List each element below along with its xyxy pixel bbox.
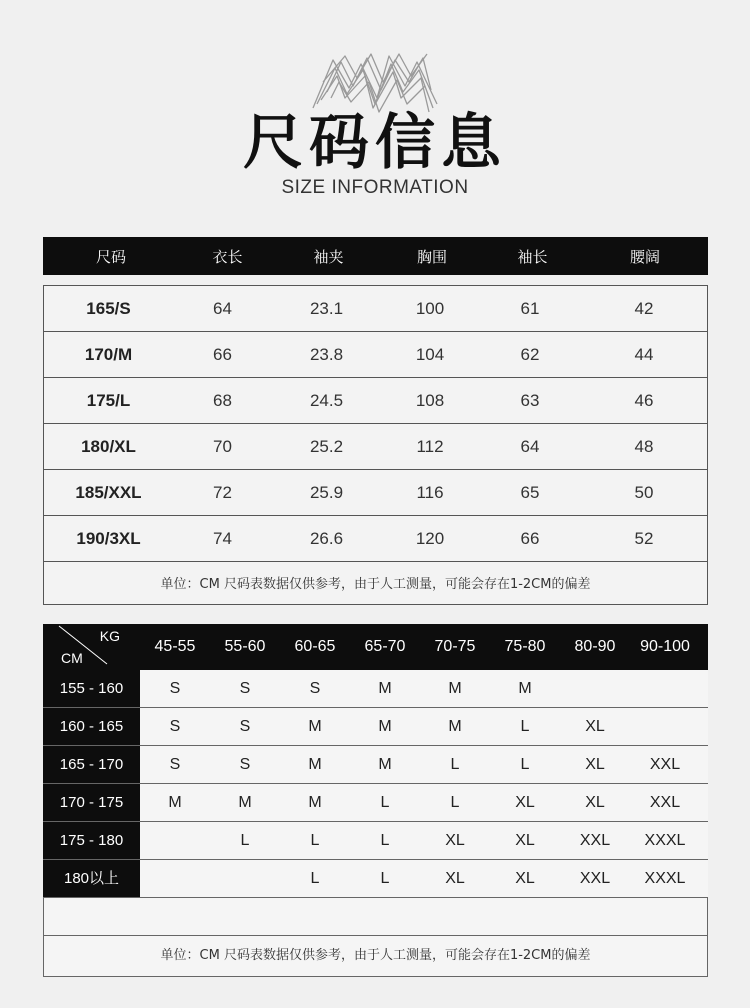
size-cell bbox=[140, 860, 210, 897]
size-cell: L bbox=[240, 832, 250, 849]
measure-cell: 26.6 bbox=[309, 528, 344, 548]
size-cell: XXL bbox=[649, 794, 681, 811]
size-cell: XXL bbox=[649, 756, 681, 773]
size-cell: L bbox=[380, 832, 390, 849]
weight-header: 45-55 bbox=[154, 638, 196, 655]
measure-cell: 74 bbox=[213, 528, 232, 548]
measure-cell: 48 bbox=[634, 436, 654, 456]
size-cell: M bbox=[308, 718, 322, 735]
size-cell bbox=[140, 822, 210, 859]
size-cell: S bbox=[169, 756, 181, 773]
size-cell: XXXL bbox=[644, 832, 686, 849]
size-label: 190/3XL bbox=[76, 528, 141, 548]
measure-cell: 65 bbox=[520, 482, 540, 502]
measure-cell: 24.5 bbox=[309, 390, 344, 410]
measure-cell: 52 bbox=[634, 528, 654, 548]
measure-cell: 25.9 bbox=[309, 482, 344, 502]
measure-cell: 64 bbox=[213, 298, 232, 318]
column-header: 腰阔 bbox=[629, 247, 660, 266]
weight-header: 70-75 bbox=[434, 638, 476, 655]
weight-header: 80-90 bbox=[574, 638, 616, 655]
measure-cell: 68 bbox=[213, 390, 232, 410]
size-cell: L bbox=[380, 794, 390, 811]
size-cell: M bbox=[378, 680, 392, 697]
size-cell: S bbox=[239, 718, 251, 735]
table-row bbox=[43, 708, 708, 746]
measure-cell: 66 bbox=[213, 344, 232, 364]
size-recommendation-table bbox=[43, 624, 708, 977]
size-cell: L bbox=[380, 870, 390, 887]
column-header: 胸围 bbox=[416, 247, 447, 266]
measure-cell: 62 bbox=[520, 344, 540, 364]
table-note: 单位：CM 尺码表数据仅供参考，由于人工测量，可能会存在1-2CM的偏差 bbox=[43, 936, 708, 977]
size-cell: XL bbox=[515, 794, 535, 811]
weight-header-row bbox=[43, 624, 708, 670]
height-label: 165 - 170 bbox=[43, 746, 140, 783]
table-row bbox=[44, 286, 707, 332]
weight-header: 55-60 bbox=[224, 638, 266, 655]
measure-cell: 63 bbox=[520, 390, 540, 410]
table-row bbox=[43, 784, 708, 822]
size-cell: XL bbox=[585, 718, 605, 735]
table-row bbox=[44, 470, 707, 516]
size-cell: S bbox=[169, 718, 181, 735]
size-cell: S bbox=[239, 756, 251, 773]
height-label: 155 - 160 bbox=[43, 670, 140, 707]
size-cell bbox=[630, 708, 700, 745]
measure-cell: 112 bbox=[416, 436, 444, 456]
measure-cell: 25.2 bbox=[309, 436, 344, 456]
table-note: 单位：CM 尺码表数据仅供参考，由于人工测量，可能会存在1-2CM的偏差 bbox=[160, 577, 591, 592]
size-cell: XXL bbox=[579, 870, 611, 887]
size-cell: XL bbox=[585, 756, 605, 773]
size-cell: L bbox=[310, 832, 320, 849]
size-cell: L bbox=[450, 756, 460, 773]
page-title: 尺码信息 bbox=[243, 108, 507, 178]
size-label: 180/XL bbox=[81, 436, 136, 456]
measure-cell: 50 bbox=[634, 482, 654, 502]
corner-height-label: CM bbox=[61, 650, 83, 666]
weight-header: 90-100 bbox=[640, 638, 690, 655]
table-row bbox=[44, 424, 707, 470]
measure-cell: 66 bbox=[520, 528, 540, 548]
empty-row bbox=[43, 898, 708, 936]
size-cell: XL bbox=[585, 794, 605, 811]
corner-weight-label: KG bbox=[99, 628, 120, 644]
table-row bbox=[43, 860, 708, 898]
measure-cell: 116 bbox=[416, 482, 444, 502]
size-cell: S bbox=[239, 680, 251, 697]
size-label: 170/M bbox=[84, 344, 133, 364]
size-cell: M bbox=[518, 680, 532, 697]
size-cell: L bbox=[520, 718, 530, 735]
size-cell: M bbox=[378, 718, 392, 735]
table-row bbox=[43, 670, 708, 708]
weight-header: 75-80 bbox=[504, 638, 546, 655]
size-cell: XL bbox=[445, 870, 465, 887]
size-cell: M bbox=[238, 794, 252, 811]
size-cell: XXL bbox=[579, 832, 611, 849]
measure-cell: 23.8 bbox=[309, 344, 344, 364]
table-row bbox=[44, 378, 707, 424]
measure-table bbox=[43, 285, 708, 605]
size-cell: S bbox=[309, 680, 321, 697]
measure-cell: 44 bbox=[634, 344, 654, 364]
measure-cell: 108 bbox=[415, 390, 445, 410]
size-label: 165/S bbox=[86, 298, 131, 318]
size-cell: XL bbox=[515, 870, 535, 887]
size-cell: M bbox=[308, 756, 322, 773]
height-label: 180以上 bbox=[43, 860, 140, 897]
column-header: 袖长 bbox=[517, 247, 548, 266]
size-cell bbox=[560, 670, 630, 707]
table-row bbox=[44, 332, 707, 378]
table-row bbox=[43, 746, 708, 784]
weight-header: 65-70 bbox=[364, 638, 406, 655]
column-header: 尺码 bbox=[95, 247, 126, 266]
page-subtitle: SIZE INFORMATION bbox=[281, 177, 469, 198]
column-header: 衣长 bbox=[212, 247, 243, 266]
table-row bbox=[44, 516, 707, 562]
size-label: 185/XXL bbox=[75, 482, 142, 502]
size-cell: S bbox=[169, 680, 181, 697]
size-cell bbox=[210, 860, 280, 897]
measure-cell: 104 bbox=[415, 344, 445, 364]
size-cell: L bbox=[310, 870, 320, 887]
size-cell: L bbox=[450, 794, 460, 811]
measure-cell: 42 bbox=[634, 298, 654, 318]
table-corner bbox=[43, 624, 140, 670]
height-label: 175 - 180 bbox=[43, 822, 140, 859]
size-cell: M bbox=[378, 756, 392, 773]
size-cell: M bbox=[448, 680, 462, 697]
measure-cell: 46 bbox=[634, 390, 654, 410]
measure-table-header bbox=[43, 237, 708, 275]
height-label: 170 - 175 bbox=[43, 784, 140, 821]
size-label: 175/L bbox=[86, 390, 131, 410]
measure-cell: 70 bbox=[213, 436, 232, 456]
measure-cell: 72 bbox=[213, 482, 232, 502]
measure-cell: 100 bbox=[415, 298, 445, 318]
measure-cell: 61 bbox=[520, 298, 540, 318]
height-label: 160 - 165 bbox=[43, 708, 140, 745]
size-cell: M bbox=[448, 718, 462, 735]
size-cell: XL bbox=[445, 832, 465, 849]
table-row bbox=[43, 822, 708, 860]
measure-cell: 64 bbox=[520, 436, 540, 456]
size-cell: L bbox=[520, 756, 530, 773]
size-cell: XXXL bbox=[644, 870, 686, 887]
measure-cell: 23.1 bbox=[309, 298, 344, 318]
size-cell bbox=[630, 670, 700, 707]
size-cell: XL bbox=[515, 832, 535, 849]
measure-cell: 120 bbox=[415, 528, 445, 548]
size-cell: M bbox=[168, 794, 182, 811]
size-cell: M bbox=[308, 794, 322, 811]
weight-header: 60-65 bbox=[294, 638, 336, 655]
column-header: 袖夹 bbox=[313, 247, 344, 266]
diagonal-divider bbox=[43, 624, 140, 670]
